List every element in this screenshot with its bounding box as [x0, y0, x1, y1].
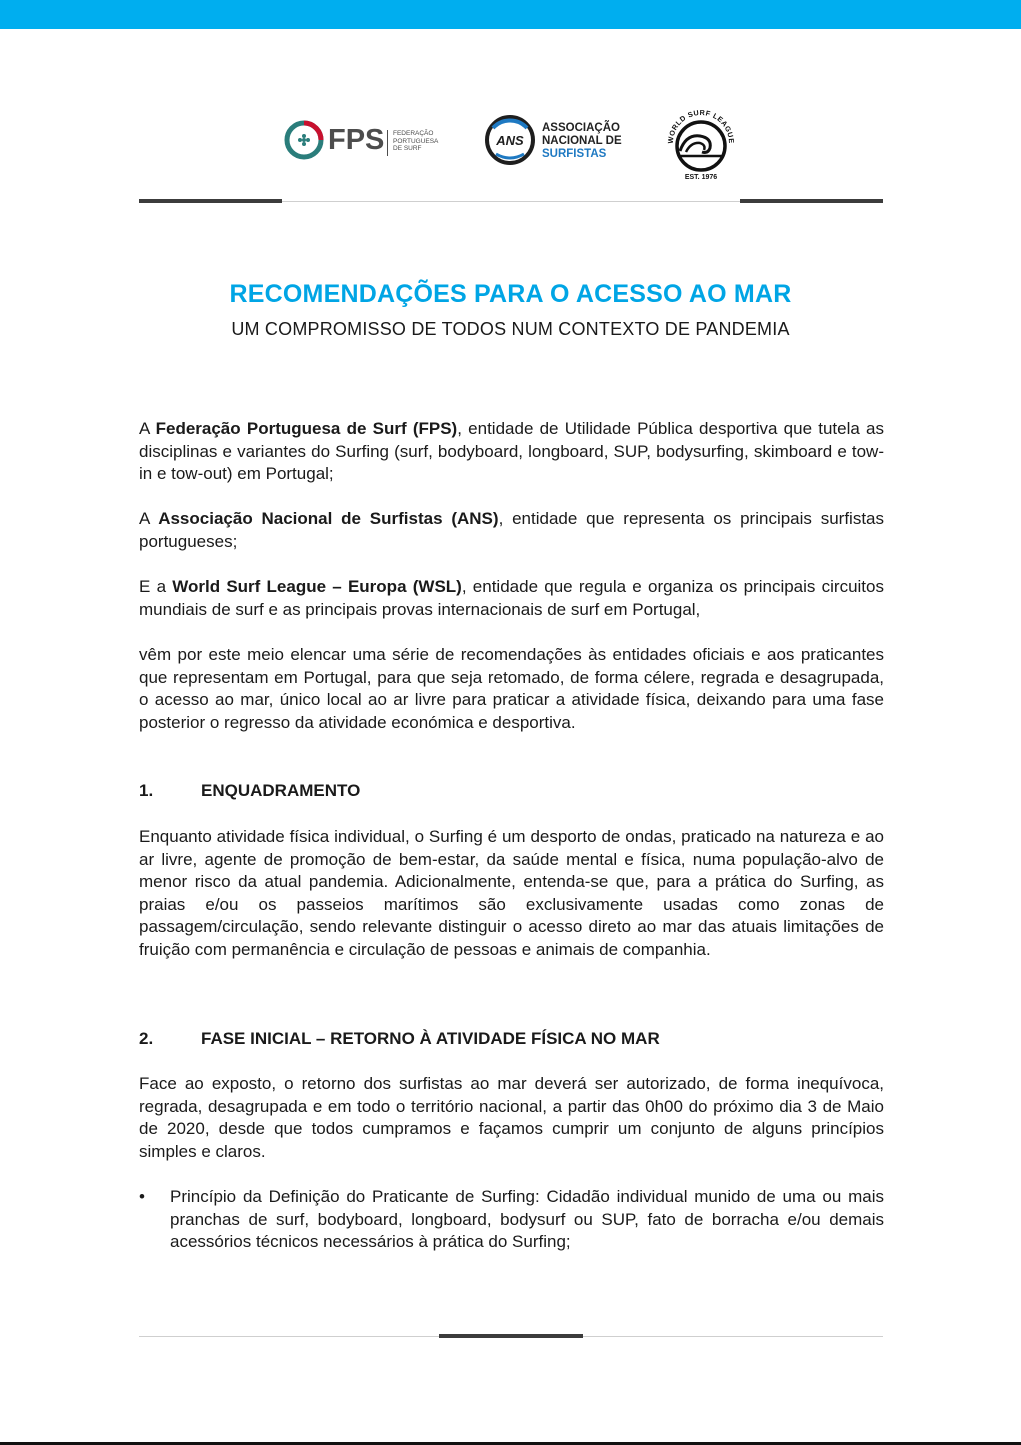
- ans-logo: [484, 114, 634, 168]
- fps-wordmark: FPS: [328, 124, 385, 156]
- wsl-bottom-text: EST. 1976: [684, 174, 718, 181]
- ans-line: ASSOCIAÇÃO: [542, 122, 620, 134]
- fps-sub-line: FEDERAÇÃO: [393, 130, 434, 137]
- paragraph-text: , entidade de Utilidade Pública desportiva que tutela as disciplinas e variantes do Surfing (surf, bodyboard, longboard, SUP, bodysurfing, skimboard e tow-in e tow-out) em Portugal;: [139, 419, 884, 484]
- section-title: FASE INICIAL – RETORNO À ATIVIDADE FÍSICA NO MAR: [201, 1029, 660, 1048]
- document-title: RECOMENDAÇÕES PARA O ACESSO AO MAR: [229, 280, 792, 308]
- section-heading-2: [139, 1029, 660, 1049]
- ans-mark-text: ANS: [496, 133, 524, 148]
- paragraph-fps: [139, 418, 884, 486]
- paragraph-wsl: [139, 576, 884, 621]
- document-subtitle: UM COMPROMISSO DE TODOS NUM CONTEXTO DE PANDEMIA: [231, 319, 790, 339]
- footer-rule: [439, 1334, 583, 1338]
- ans-wordmark: [542, 122, 622, 161]
- wsl-top-text: WORLD SURF LEAGUE: [665, 107, 737, 144]
- fps-emblem-icon: [284, 120, 324, 160]
- paragraph-text: A: [139, 509, 159, 528]
- wsl-wave-icon: [664, 104, 738, 182]
- paragraph-ans: [139, 508, 884, 553]
- paragraph-enquadramento: Enquanto atividade física individual, o Surfing é um desporto de ondas, praticado na natureza e ao ar livre, agente de promoção de bem-estar, da saúde mental e física, numa população-alvo de menor risco da atual pandemia. Adicionalmente, entenda-se que, para a prática do Surfing, as praias e/ou os passeios marítimos são exclusivamente usadas como zonas de passagem/circulação, sendo relevante distinguir o acesso direto ao mar das atuais limitações de fruição com permanência e circulação de pessoas e animais de companhia.: [139, 827, 884, 959]
- paragraph-text: E a: [139, 577, 173, 596]
- section-number: 2.: [139, 1029, 154, 1048]
- paragraph-intro: vêm por este meio elencar uma série de recomendações às entidades oficiais e aos praticantes que representam em Portugal, para que seja retomado, de forma célere, regrada e desagrupada, o acesso ao mar, único local ao ar livre para praticar a atividade física, deixando para uma fase posterior o regresso da atividade económica e desportiva.: [139, 645, 884, 732]
- ans-line: NACIONAL DE: [542, 135, 622, 147]
- header-rule-left: [139, 199, 282, 203]
- fps-separator: [387, 130, 388, 156]
- fps-subtitle: [393, 130, 453, 153]
- fps-logo: [284, 118, 454, 166]
- fps-sub-line: PORTUGUESA: [393, 137, 439, 145]
- ans-line: SURFISTAS: [542, 148, 607, 160]
- ans-emblem-icon: [484, 114, 536, 166]
- wsl-logo: [664, 104, 738, 182]
- paragraph-text: , entidade que representa os principais surfistas portugueses;: [139, 509, 885, 551]
- header-thin-rule: [282, 201, 740, 202]
- paragraph-bold: Associação Nacional de Surfistas (ANS): [158, 509, 499, 528]
- bullet-marker: •: [139, 1187, 145, 1206]
- section-title: ENQUADRAMENTO: [201, 781, 361, 800]
- paragraph-text: A: [139, 419, 156, 438]
- bullet-text: Princípio da Definição do Praticante de Surfing: Cidadão individual munido de uma ou mais pranchas de surf, bodyboard, longboard, bodysurf ou SUP, fato de borracha e/ou demais acessórios técnicos necessários à prática do Surfing;: [170, 1187, 884, 1252]
- paragraph-text: , entidade que regula e organiza os principais circuitos mundiais de surf e as principais provas internacionais de surf em Portugal,: [139, 577, 884, 619]
- paragraph-bold: World Surf League – Europa (WSL): [172, 577, 462, 596]
- fps-sub-line: DE SURF: [393, 145, 422, 152]
- section-number: 1.: [139, 781, 154, 800]
- header-rule-right: [740, 199, 883, 203]
- paragraph-bold: Federação Portuguesa de Surf (FPS): [155, 419, 458, 438]
- top-accent-bar: [0, 0, 1021, 29]
- section-heading-1: [139, 781, 360, 801]
- paragraph-fase-inicial: Face ao exposto, o retorno dos surfistas ao mar deverá ser autorizado, de forma inequívoca, regrada, desagrupada e em todo o território nacional, a partir das 0h00 do próximo dia 3 de Maio de 2020, desde que todos cumpramos e façamos cumprir um conjunto de alguns princípios simples e claros.: [139, 1074, 884, 1161]
